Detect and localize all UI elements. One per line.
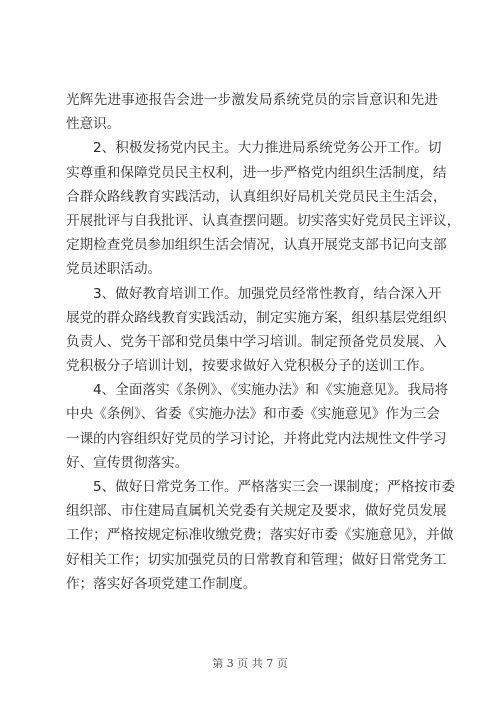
text-line: 党积极分子培训计划，按要求做好入党积极分子的送训工作。 <box>66 358 434 375</box>
text-line: 好、宣传贯彻落实。 <box>66 454 189 471</box>
text-line: 光辉先进事迹报告会进一步激发局系统党员的宗旨意识和先进 <box>66 92 438 108</box>
text-line: 一课的内容组织好党员的学习讨论，并将此党内法规性文件学习 <box>66 430 447 447</box>
text-line: 3、做好教育培训工作。加强党员经常性教育，结合深入开 <box>93 285 442 302</box>
paragraph-item-4 <box>66 378 449 475</box>
text-line: 党员述职活动。 <box>66 261 162 278</box>
paragraph-continuation <box>66 88 438 136</box>
text-line: 负责人、党务干部和党员集中学习培训。制定预备党员发展、入 <box>66 333 447 350</box>
paragraph-item-5 <box>66 475 456 596</box>
text-line: 中央《条例》、省委《实施办法》和市委《实施意见》作为三会 <box>66 406 440 423</box>
paragraph-item-3 <box>66 282 447 379</box>
page-number-footer: 第 3 页 共 7 页 <box>212 657 288 670</box>
text-line: 实尊重和保障党员民主权利，进一步严格党内组织生活制度，结 <box>66 164 447 181</box>
text-line: 好相关工作；切实加强党员的日常教育和管理；做好日常党务工 <box>66 551 447 568</box>
text-line: 合群众路线教育实践活动，认真组织好局机关党员民主生活会， <box>66 188 447 205</box>
text-line: 5、做好日常党务工作。严格落实三会一课制度；严格按市委 <box>93 479 456 495</box>
text-line: 4、全面落实《条例》、《实施办法》和《实施意见》。我局将 <box>93 382 449 399</box>
text-line: 定期检查党员参加组织生活会情况，认真开展党支部书记向支部 <box>66 237 447 254</box>
text-line: 作；落实好各项党建工作制度。 <box>66 575 257 592</box>
text-line: 展党的群众路线教育实践活动，制定实施方案，组织基层党组织 <box>66 309 447 326</box>
text-line: 工作；严格按规定标准收缴党费；落实好市委《实施意见》，并做 <box>66 527 454 544</box>
text-line: 性意识。 <box>66 116 121 133</box>
text-line: 2、积极发扬党内民主。大力推进局系统党务公开工作。切 <box>93 140 442 157</box>
text-line: 组织部、市住建局直属机关党委有关规定及要求，做好党员发展 <box>66 503 447 520</box>
document-body <box>66 88 461 596</box>
text-line: 开展批评与自我批评、认真查摆问题。切实落实好党员民主评议， <box>66 212 461 229</box>
paragraph-item-2 <box>66 136 461 281</box>
